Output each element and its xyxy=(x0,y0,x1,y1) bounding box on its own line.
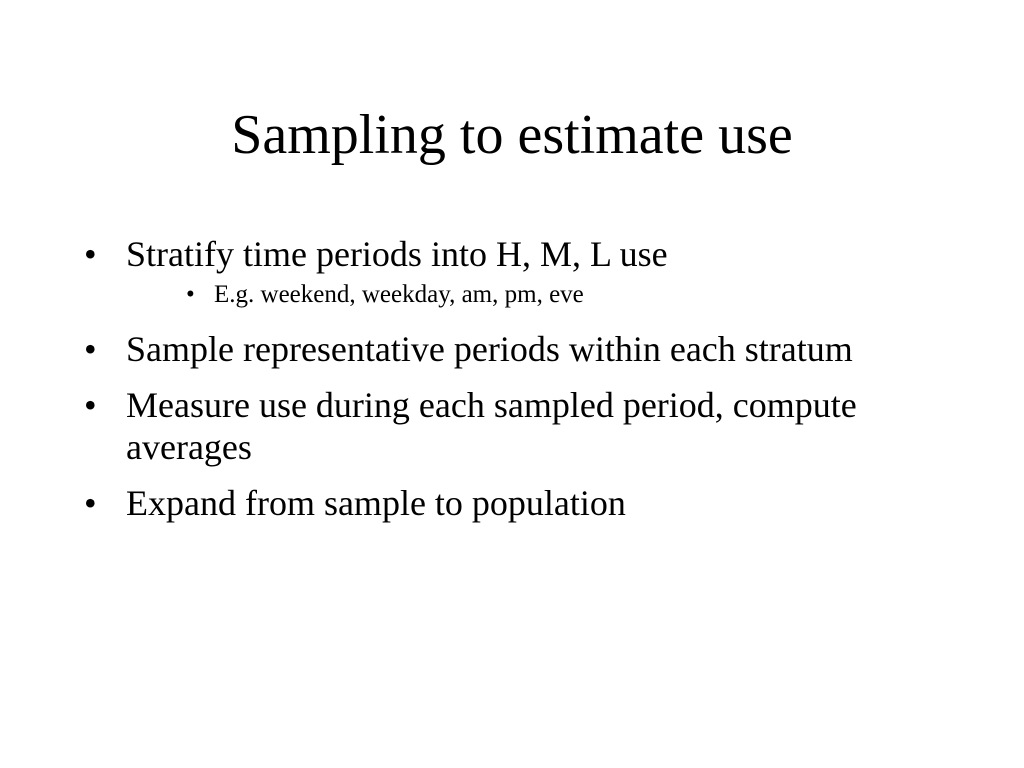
bullet-text: Expand from sample to population xyxy=(126,483,626,523)
bullet-list xyxy=(84,233,914,538)
bullet-icon: • xyxy=(84,385,97,425)
bullet-icon: • xyxy=(84,329,97,369)
sub-bullet-item xyxy=(84,280,914,310)
bullet-item xyxy=(84,384,914,468)
bullet-item xyxy=(84,482,914,524)
sub-bullet-icon: • xyxy=(186,281,195,308)
bullet-item xyxy=(84,328,914,370)
sub-bullet-text: E.g. weekend, weekday, am, pm, eve xyxy=(214,281,584,308)
bullet-icon: • xyxy=(84,234,97,274)
bullet-text: Measure use during each sampled period, compute averages xyxy=(126,385,857,467)
bullet-item xyxy=(84,233,914,275)
bullet-text: Stratify time periods into H, M, L use xyxy=(126,234,668,274)
bullet-text: Sample representative periods within each stratum xyxy=(126,329,853,369)
slide-title: Sampling to estimate use xyxy=(231,104,793,166)
bullet-icon: • xyxy=(84,483,97,523)
